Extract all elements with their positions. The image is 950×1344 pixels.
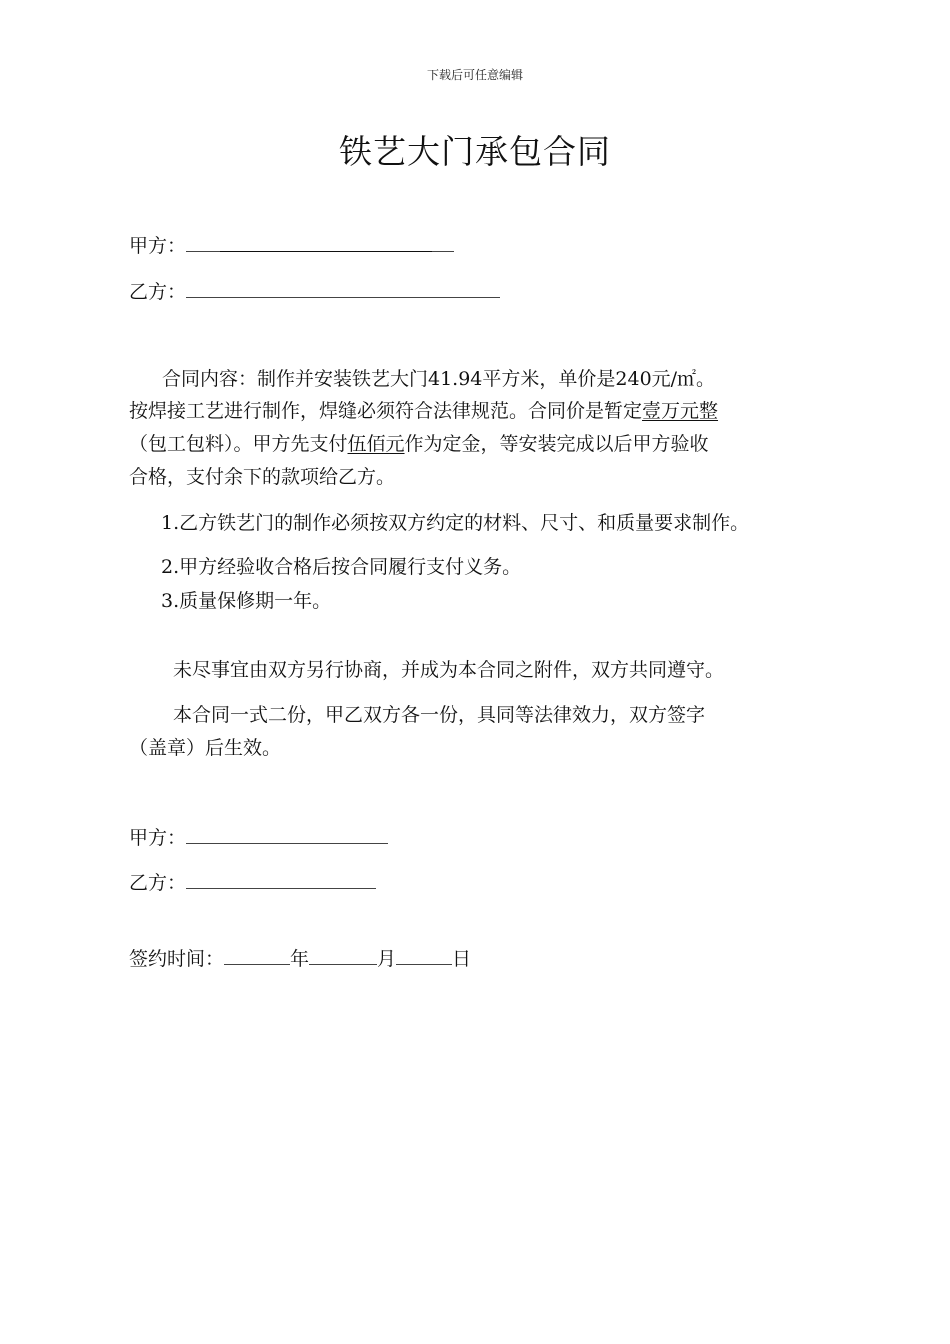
content-line-3 [129,431,709,457]
party-a-blank-right[interactable] [432,232,454,252]
document-title: 铁艺大门承包合同 [339,132,611,171]
party-b-blank[interactable] [186,278,500,298]
signing-date [129,945,471,972]
party-a-blank-left[interactable] [186,232,220,252]
closing-line-3: （盖章）后生效。 [129,737,282,759]
contract-price: 壹万元整 [642,400,719,422]
party-b-label-bottom: 乙方： [129,872,187,894]
party-b-top [129,278,500,305]
day-blank[interactable] [396,945,452,965]
content-line-3-pre: （包工包料）。甲方先支付 [129,433,348,455]
party-b-signature-blank[interactable] [186,869,376,889]
closing-line-2: 本合同一式二份，甲乙双方各一份，具同等法律效力，双方签字 [173,704,706,726]
party-a-bottom [129,824,388,851]
year-label: 年 [290,948,310,970]
day-label: 日 [452,948,472,970]
party-a-blank-main[interactable] [220,232,432,252]
clause-2: 2.甲方经验收合格后按合同履行支付义务。 [161,556,522,578]
party-b-label: 乙方： [129,281,187,303]
party-a-signature-blank[interactable] [186,824,388,844]
clause-1: 1.乙方铁艺门的制作必须按双方约定的材料、尺寸、和质量要求制作。 [161,512,750,534]
header-note: 下载后可任意编辑 [426,68,523,82]
month-label: 月 [377,948,397,970]
party-a-top [129,232,454,259]
party-a-label: 甲方： [129,235,187,257]
party-b-bottom [129,869,376,896]
month-blank[interactable] [309,945,377,965]
deposit-amount: 伍佰元 [347,433,405,455]
content-line-1: 合同内容：制作并安装铁艺大门41.94平方米，单价是240元/㎡。 [162,368,716,390]
signing-label: 签约时间： [129,948,225,970]
content-line-2-text: 按焊接工艺进行制作，焊缝必须符合法律规范。合同价是暂定 [129,400,643,422]
content-line-2 [129,398,718,424]
content-line-3-post: 作为定金，等安装完成以后甲方验收 [404,433,709,455]
year-blank[interactable] [224,945,290,965]
party-a-label-bottom: 甲方： [129,827,187,849]
content-line-4: 合格，支付余下的款项给乙方。 [129,466,396,488]
closing-line-1: 未尽事宜由双方另行协商，并成为本合同之附件，双方共同遵守。 [173,659,725,681]
clause-3: 3.质量保修期一年。 [161,590,332,612]
